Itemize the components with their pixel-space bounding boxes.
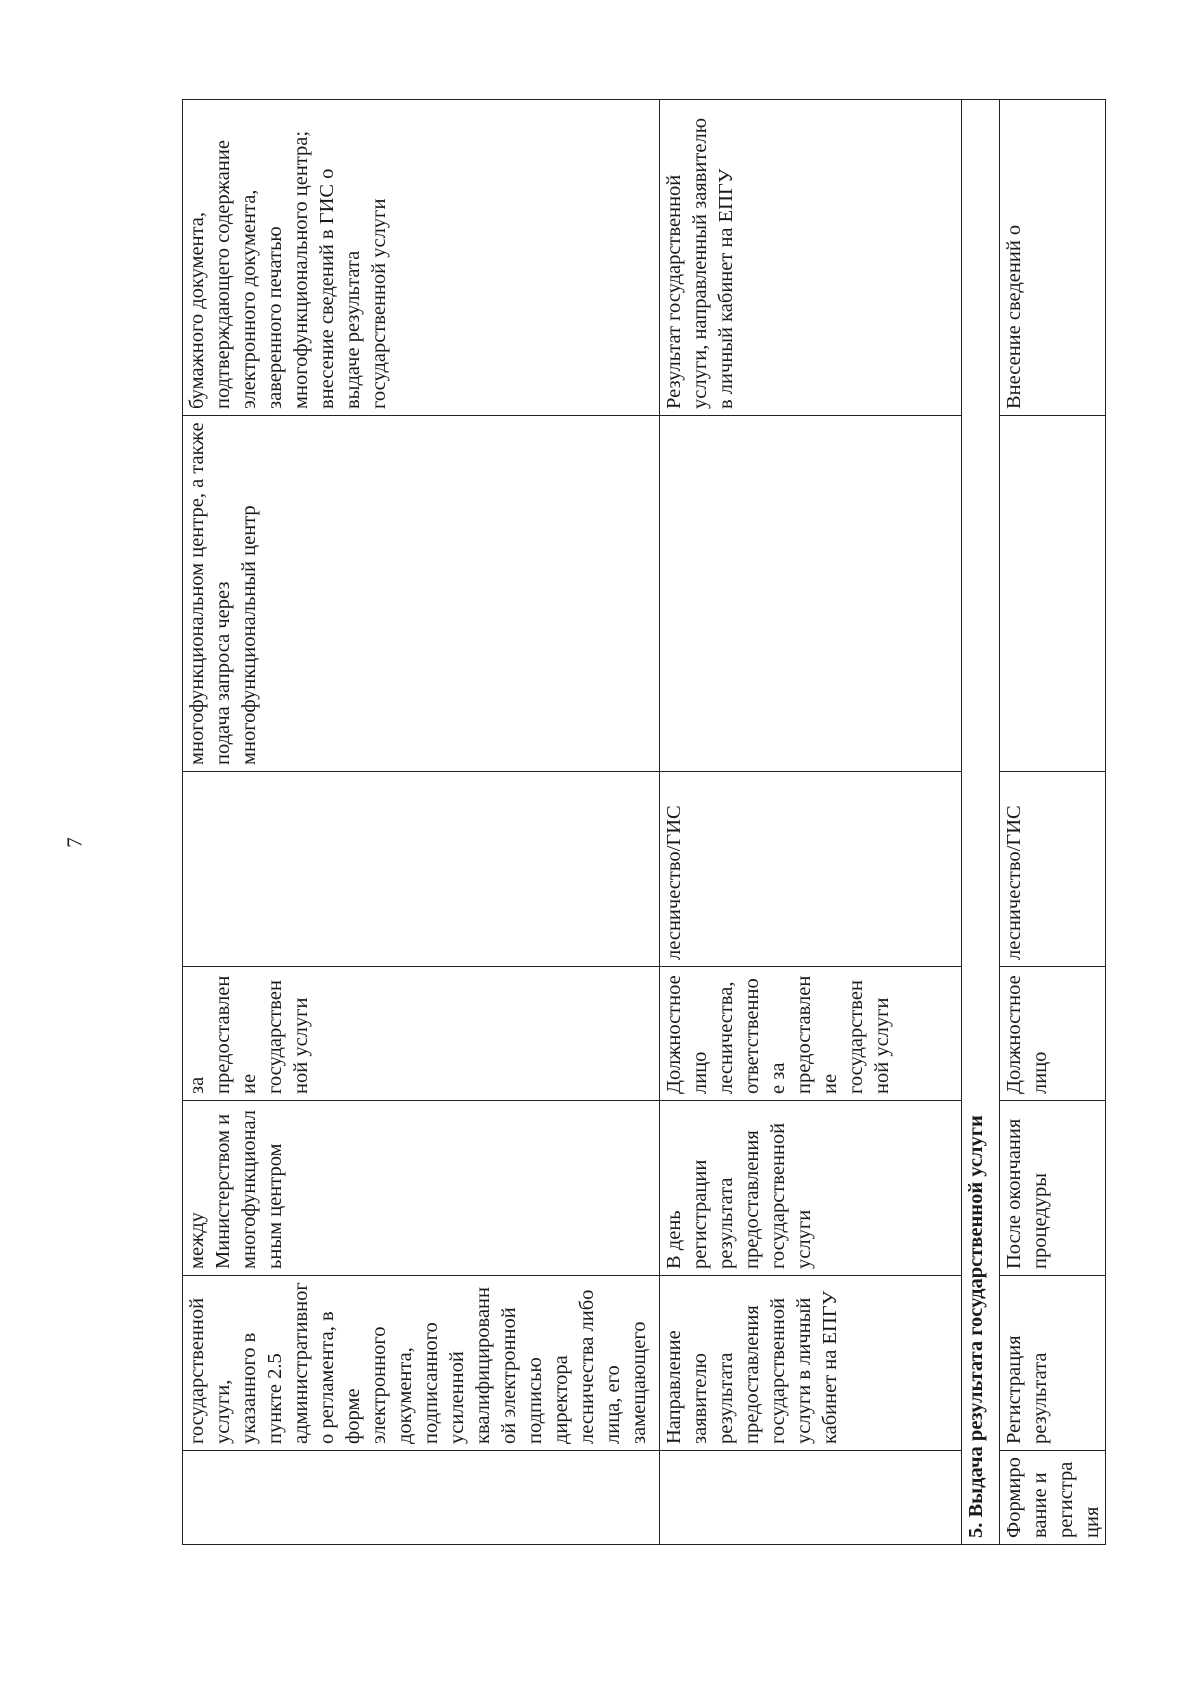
section-heading: 5. Выдача результата государственной услуги xyxy=(962,100,1000,1545)
table-section-row xyxy=(962,100,1000,1545)
cell-duration: В день регистрации результата предоставления государственной услуги xyxy=(660,1101,962,1276)
cell-action: Направление заявителю результата предоставления государственной услуги в личный кабинет на ЕПГУ xyxy=(660,1276,962,1451)
cell-criteria: многофункциональном центре, а также подача запроса через многофункциональный центр xyxy=(183,416,660,772)
cell-procedure: Формирование и регистрация xyxy=(1000,1451,1106,1545)
cell-place: лесничество/ГИС xyxy=(1000,772,1106,967)
cell-responsible: Должностное лицо xyxy=(1000,967,1106,1101)
table-frame xyxy=(182,100,1103,1545)
cell-responsible: Должностное лицо лесничества, ответственное за предоставление государственной услуги xyxy=(660,967,962,1101)
cell-result: бумажного документа, подтверждающего содержание электронного документа, заверенного печатью многофункционального центра; внесение сведений в ГИС о выдаче результата государственной услуги xyxy=(183,100,660,416)
cell-procedure xyxy=(183,1451,660,1545)
rotated-table-container xyxy=(182,100,1103,1545)
table-row-registration xyxy=(1000,100,1106,1545)
cell-result: Результат государственной услуги, направленный заявителю в личный кабинет на ЕПГУ xyxy=(660,100,962,416)
cell-duration: После окончания процедуры xyxy=(1000,1101,1106,1276)
cell-criteria xyxy=(1000,416,1106,772)
cell-result: Внесение сведений о xyxy=(1000,100,1106,416)
table-row-lk xyxy=(660,100,962,1545)
cell-action: Регистрация результата xyxy=(1000,1276,1106,1451)
cell-criteria xyxy=(660,416,962,772)
cell-place: лесничество/ГИС xyxy=(660,772,962,967)
page-number: 7 xyxy=(62,837,87,848)
cell-action: государственной услуги, указанного в пункте 2.5 административного регламента, в форме электронного документа, подписанного усиленной квалифицированной электронной подписью директора лесничества либо лица, его замещающего xyxy=(183,1276,660,1451)
table-row-continuation xyxy=(183,100,660,1545)
cell-responsible: за предоставление государственной услуги xyxy=(183,967,660,1101)
cell-procedure xyxy=(660,1451,962,1545)
cell-place xyxy=(183,772,660,967)
procedure-table xyxy=(182,99,1106,1545)
cell-duration: между Министерством и многофункциональным центром xyxy=(183,1101,660,1276)
